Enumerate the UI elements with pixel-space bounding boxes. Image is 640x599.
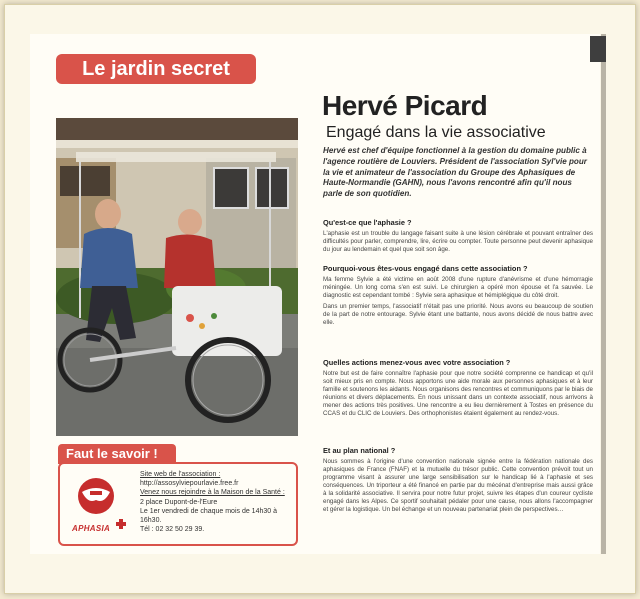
info-website-label: Site web de l'association : (140, 471, 221, 478)
magazine-page (30, 34, 600, 554)
article-photo (56, 118, 298, 436)
info-website-url: http://assosylviepourlavie.free.fr (140, 480, 239, 488)
aphasia-logo (64, 472, 134, 540)
rubric-banner: Le jardin secret (56, 54, 256, 84)
answer: L'aphasie est un trouble du langage faisant suite à une lésion cérébrale et pouvant entraîner des difficultés pour parler, comprendre, lire, écrire ou compter. Toute personne peut devenir aphasique du jour au lendemain et quel que soit son âge. (323, 229, 593, 253)
article-intro: Hervé est chef d'équipe fonctionnel à la gestion du domaine public à l'agence routière de Louviers. Président de l'association Syl'vie pour la vie et animateur de l'association du Groupe des Aphasiques de Haute-Normandie (GAHN), nous l'avons rencontré afin qu'il nous parle de son quotidien. (323, 146, 587, 199)
answer-continued: Dans un premier temps, l'associatif n'était pas une priorité. Nous avons eu beaucoup de soutien de la part de notre entourage. Sylvie étant une battante, nous avons décidé de nous battre avec elle. (323, 302, 593, 326)
info-address: 2 place Dupont-de-l'Eure (140, 498, 218, 506)
question: Qu'est-ce que l'aphasie ? (323, 218, 412, 227)
info-meeting-label: Venez nous rejoindre à la Maison de la Santé : (140, 489, 285, 497)
qa-block (323, 218, 593, 254)
tricycle-photo-illustration (56, 118, 298, 436)
qa-block (323, 446, 593, 514)
qa-block (323, 264, 593, 327)
question: Quelles actions menez-vous avec votre association ? (323, 358, 511, 367)
answer: Nous sommes à l'origine d'une convention nationale signée entre la fédération nationale des aphasiques de France (FNAF) et la mutuelle du trésor public. Cette convention prévoit tout un programme visant à assurer une large sensibilisation sur le handicap lié à l'aphasie et ses conséquences. Un triporteur a été financé en partie par du mécénat d'entreprise mais aussi grâce à la solidarité associative. Il servira pour notre futur projet, suivre les étapes d'un coureur cycliste engagé dans les Alpes. Ce sportif souhaitait pédaler pour une cause, nous allons l'accompagner et gérer la logistique. Un bel échange et un nouveau partenariat plein de perspectives… (323, 457, 593, 514)
info-box-text (140, 470, 296, 534)
info-schedule: Le 1er vendredi de chaque mois de 14h30 à 16h30. (140, 507, 277, 525)
info-box (58, 462, 298, 546)
page-edge (601, 34, 606, 554)
info-box-label: Faut le savoir ! (58, 444, 176, 464)
article-title: Hervé Picard (322, 90, 488, 121)
question: Pourquoi-vous êtes-vous engagé dans cette association ? (323, 264, 528, 273)
page-corner (590, 36, 606, 62)
article-subtitle: Engagé dans la vie associative (326, 124, 546, 141)
answer: Ma femme Sylvie a été victime en août 2008 d'une rupture d'anévrisme et d'une hémorragie méningée. Un long coma s'en est suivi. Le chirurgien a opéré mon épouse et l'a sauvée. Le diagnostic est cependant tombé : Sylvie sera aphasique et hémiplégique du côté droit. (323, 275, 593, 299)
info-phone: Tél : 02 32 50 29 39. (140, 526, 205, 534)
question: Et au plan national ? (323, 446, 396, 455)
aphasia-logo-word: APHASIA (72, 524, 111, 533)
qa-block (323, 358, 593, 418)
answer: Notre but est de faire connaître l'aphasie pour que notre société comprenne ce handicap et qu'il soit mieux pris en compte. Nous apportons une aide morale aux personnes aphasiques et à leur famille et soutenons les aidants. Nous organisons des rencontres et communiquons par le biais de réunions et divers déplacements. En nous unissant dans un contexte associatif, nous arrivons à mener des actions très positives. Une rencontre a eu lieu dernièrement à Tostes en présence du CCAS et du CLIC de Louviers. Des orthophonistes étaient également au rendez-vous. (323, 369, 593, 417)
